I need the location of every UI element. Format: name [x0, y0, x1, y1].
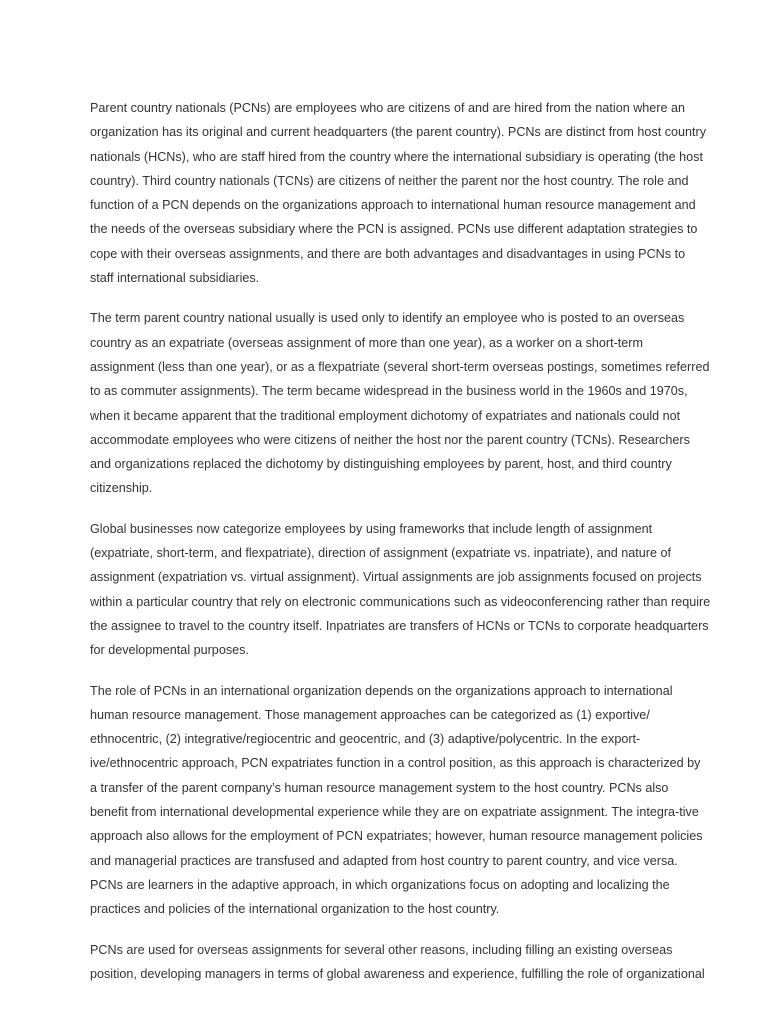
document-page: [90, 96, 711, 1002]
text-line: the needs of the overseas subsidiary where the PCN is assigned. PCNs use different adaptation strategies to: [90, 222, 698, 237]
text-line: assignment (expatriation vs. virtual assignment). Virtual assignments are job assignments focused on projects: [90, 570, 702, 585]
text-line: country as an expatriate (overseas assignment of more than one year), as a worker on a short-term: [90, 335, 643, 350]
paragraph-5: [90, 938, 705, 987]
text-line: the assignee to travel to the country itself. Inpatriates are transfers of HCNs or TCNs to corporate headquarters: [90, 618, 709, 633]
text-line: ive/ethnocentric approach, PCN expatriates function in a control position, as this approach is characterized by: [90, 756, 701, 771]
text-line: for developmental purposes.: [90, 643, 249, 658]
text-line: ethnocentric, (2) integrative/regiocentric and geocentric, and (3) adaptive/polycentric. In the export-: [90, 732, 641, 747]
text-line: position, developing managers in terms of global awareness and experience, fulfilling the role of organizational: [90, 966, 705, 981]
text-line: nationals (HCNs), who are staff hired from the country where the international subsidiary is operating (the host: [90, 149, 703, 164]
text-line: PCNs are learners in the adaptive approach, in which organizations focus on adopting and localizing the: [90, 877, 670, 892]
text-line: and managerial practices are transfused and adapted from host country to parent country, and vice versa.: [90, 853, 678, 868]
text-line: The term parent country national usually is used only to identify an employee who is posted to an overseas: [90, 311, 685, 326]
text-line: cope with their overseas assignments, and there are both advantages and disadvantages in using PCNs to: [90, 246, 686, 261]
text-line: approach also allows for the employment of PCN expatriates; however, human resource management policies: [90, 829, 703, 844]
text-line: function of a PCN depends on the organizations approach to international human resource management and: [90, 198, 696, 213]
paragraph-4: [90, 679, 703, 922]
text-line: accommodate employees who were citizens of neither the host nor the parent country (TCNs). Researchers: [90, 432, 690, 447]
text-line: Parent country nationals (PCNs) are employees who are citizens of and are hired from the nation where an: [90, 101, 686, 115]
paragraph-2: [90, 306, 710, 500]
text-line: (expatriate, short-term, and flexpatriate), direction of assignment (expatriate vs. inpatriate), and nature of: [90, 546, 671, 561]
text-line: organization has its original and current headquarters (the parent country). PCNs are distinct from host country: [90, 125, 706, 140]
text-line: to as commuter assignments). The term became widespread in the business world in the 1960s and 1970s,: [90, 384, 688, 399]
text-line: The role of PCNs in an international organization depends on the organizations approach to international: [90, 683, 673, 698]
text-line: when it became apparent that the traditional employment dichotomy of expatriates and nationals could not: [90, 408, 681, 423]
text-line: benefit from international developmental experience while they are on expatriate assignment. The integra-tive: [90, 805, 699, 820]
text-line: human resource management. Those management approaches can be categorized as (1) exportive/: [90, 707, 650, 722]
text-line: assignment (less than one year), or as a flexpatriate (several short-term overseas postings, sometimes referred: [90, 359, 710, 374]
text-line: within a particular country that rely on electronic communications such as videoconferencing rather than require: [90, 594, 711, 609]
text-line: staff international subsidiaries.: [90, 271, 260, 286]
text-line: practices and policies of the international organization to the host country.: [90, 902, 500, 917]
text-line: PCNs are used for overseas assignments for several other reasons, including filling an existing overseas: [90, 942, 673, 957]
text-line: and organizations replaced the dichotomy by distinguishing employees by parent, host, and third country: [90, 457, 672, 472]
text-line: Global businesses now categorize employees by using frameworks that include length of assignment: [90, 521, 653, 536]
text-line: country). Third country nationals (TCNs) are citizens of neither the parent nor the host country. The role and: [90, 173, 689, 188]
paragraph-1: [90, 96, 706, 290]
text-line: a transfer of the parent company’s human resource management system to the host country. PCNs also: [90, 780, 669, 795]
paragraph-3: [90, 517, 711, 663]
text-line: citizenship.: [90, 481, 153, 496]
